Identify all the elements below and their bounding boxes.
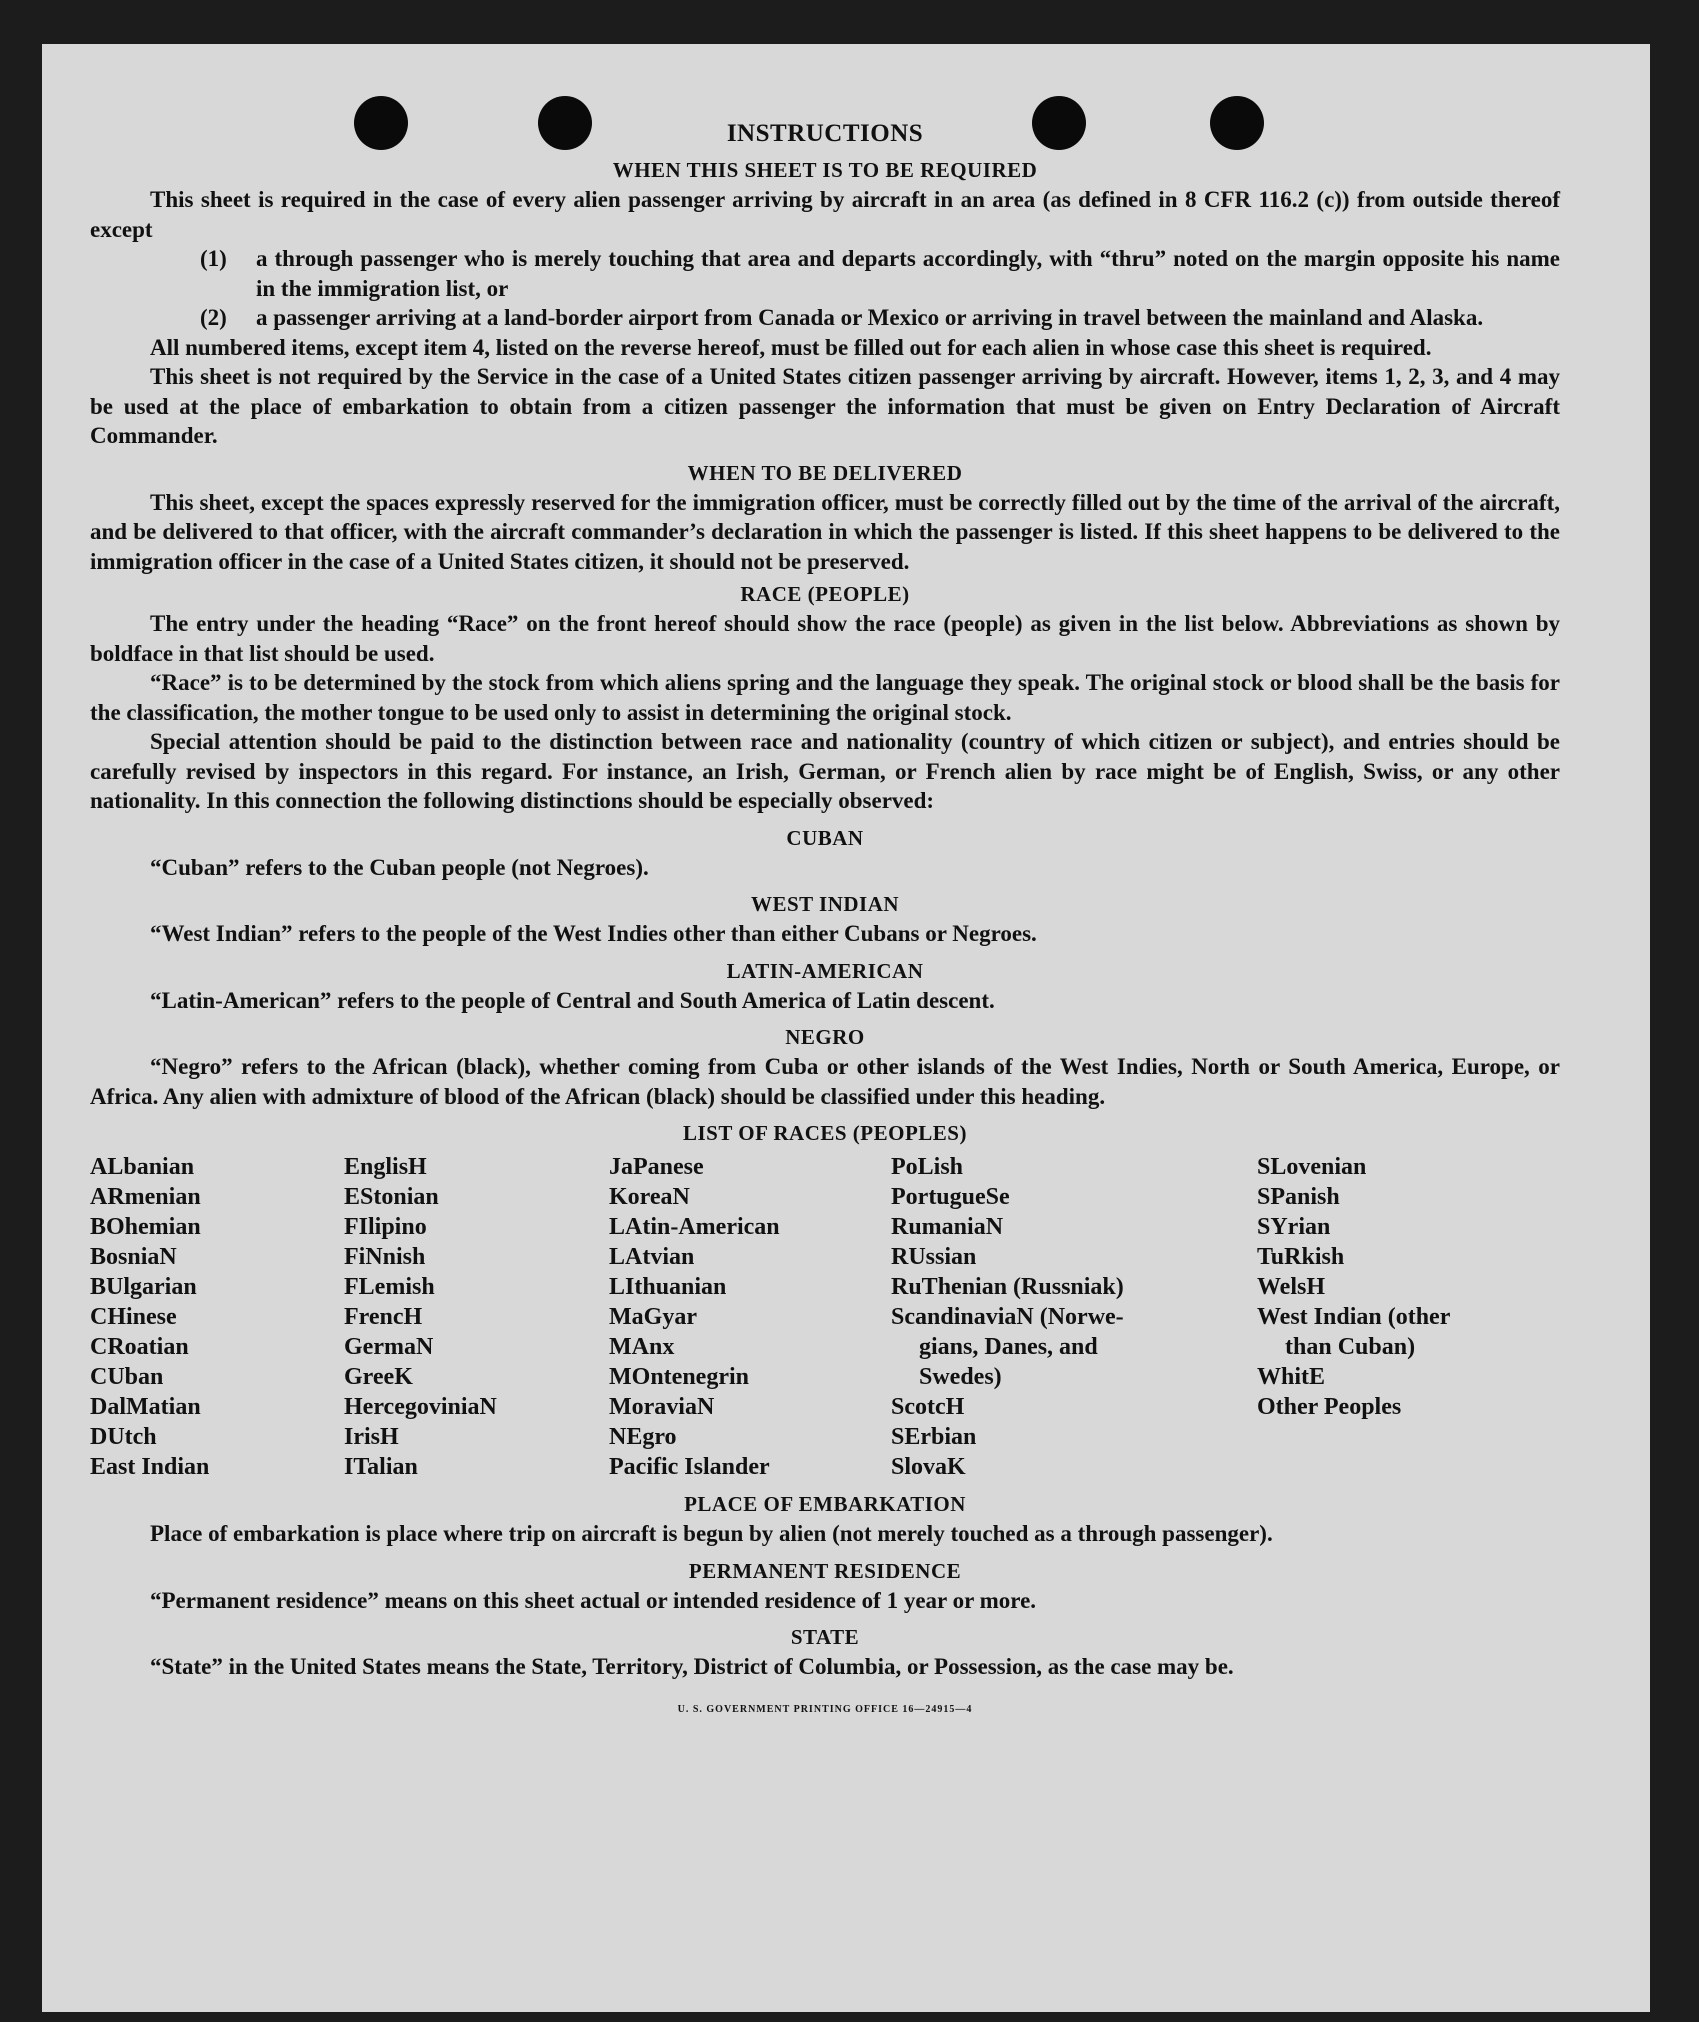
race-column-5: [1257, 1152, 1527, 1482]
race-para-1: The entry under the heading “Race” on the front hereof should show the race (people) as given in the list below. Abbreviations as shown by boldface in that list should be used.: [90, 611, 1560, 666]
race-entry: MOntenegrin: [609, 1364, 749, 1390]
race-entry: RumaniaN: [891, 1214, 1004, 1240]
heading-west-indian: WEST INDIAN: [750, 892, 900, 916]
race-entry: DUtch: [90, 1424, 157, 1450]
race-entry: MAnx: [609, 1334, 675, 1360]
exception-number: (1): [200, 246, 227, 271]
race-entry: ALbanian: [90, 1154, 195, 1180]
exception-number: (2): [200, 305, 227, 330]
race-entry: IrisH: [344, 1424, 399, 1450]
required-intro: This sheet is required in the case of every alien passenger arriving by aircraft in an area (as defined in 8 CFR 116.2 (c)) from outside thereof except: [90, 187, 1560, 242]
exception-item-2: [200, 303, 1560, 333]
race-entry: WhitE: [1257, 1364, 1326, 1390]
west-indian-text: “West Indian” refers to the people of the West Indies other than either Cubans or Negroes.: [150, 921, 1037, 946]
race-entry: ARmenian: [90, 1184, 201, 1210]
delivered-text: This sheet, except the spaces expressly reserved for the immigration officer, must be correctly filled out by the time of the arrival of the aircraft, and be delivered to that officer, with the aircraft commander’s declaration in which the passenger is listed. If this sheet happens to be delivered to the immigration officer in the case of a United States citizen, it should not be preserved.: [90, 489, 1560, 574]
exception-text: a through passenger who is merely touching that area and departs accordingly, with “thru” noted on the margin opposite his name in the immigration list, or: [256, 246, 1560, 301]
required-para-3: This sheet is not required by the Service in the case of a United States citizen passenger arriving by aircraft. However, items 1, 2, 3, and 4 may be used at the place of embarkation to obtain from a citizen passenger the information that must be given on Entry Declaration of Aircraft Commander.: [90, 364, 1560, 448]
race-entry: FiNnish: [344, 1244, 426, 1270]
heading-race: RACE (PEOPLE): [740, 582, 910, 606]
race-entry: LIthuanian: [609, 1274, 727, 1300]
race-entry: FrencH: [344, 1304, 423, 1330]
race-entry: PortugueSe: [891, 1184, 1010, 1210]
race-entry: GermaN: [344, 1334, 434, 1360]
exception-text: a passenger arriving at a land-border airport from Canada or Mexico or arriving in travel between the mainland and Alaska.: [256, 305, 1484, 330]
heading-permanent-residence: PERMANENT RESIDENCE: [688, 1558, 962, 1583]
race-entry: LAtvian: [609, 1244, 695, 1270]
race-entry: Pacific Islander: [609, 1454, 770, 1480]
race-entry-continued: Swedes): [919, 1364, 1002, 1390]
exception-item-1: [200, 244, 1560, 303]
race-entry: FLemish: [344, 1274, 435, 1300]
race-entry: MaGyar: [609, 1304, 697, 1330]
cuban-text: “Cuban” refers to the Cuban people (not Negroes).: [150, 854, 649, 880]
page-title: INSTRUCTIONS: [726, 120, 924, 147]
race-entry: LAtin-American: [609, 1214, 780, 1240]
heading-list-of-races: LIST OF RACES (PEOPLES): [683, 1121, 967, 1145]
heading-place-of-embarkation: PLACE OF EMBARKATION: [684, 1492, 966, 1516]
race-entry: Other Peoples: [1257, 1394, 1402, 1420]
race-entry: ScandinaviaN (Norwe-: [891, 1304, 1124, 1330]
printing-office-footer: U. S. GOVERNMENT PRINTING OFFICE 16—24915—4: [677, 1703, 973, 1715]
race-entry: PoLish: [891, 1154, 964, 1180]
race-entry: SErbian: [891, 1424, 977, 1450]
race-para-3: Special attention should be paid to the distinction between race and nationality (country of which citizen or subject), and entries should be carefully revised by inspectors in this regard. For instance, an Irish, German, or French alien by race might be of English, Swiss, or any other nationality. In this connection the following distinctions should be especially observed:: [90, 729, 1560, 813]
heading-negro: NEGRO: [785, 1025, 865, 1049]
race-entry: BosniaN: [90, 1244, 177, 1270]
race-entry: SYrian: [1257, 1214, 1331, 1240]
required-para-2: All numbered items, except item 4, listed on the reverse hereof, must be filled out for each alien in whose case this sheet is required.: [150, 334, 1432, 360]
race-entry: EnglisH: [344, 1154, 427, 1180]
instructions-content: [90, 78, 1560, 1715]
race-entry: ITalian: [344, 1454, 418, 1480]
race-column-1: [90, 1152, 344, 1482]
race-entry: MoraviaN: [609, 1394, 715, 1420]
heading-cuban: CUBAN: [786, 825, 864, 850]
latin-american-text: “Latin-American” refers to the people of Central and South America of Latin descent.: [150, 987, 995, 1013]
heading-when-delivered: WHEN TO BE DELIVERED: [687, 460, 963, 485]
race-column-2: [344, 1152, 609, 1482]
race-entry: BUlgarian: [90, 1274, 197, 1300]
race-entry: GreeK: [344, 1364, 413, 1390]
race-entry: RuThenian (Russniak): [891, 1274, 1124, 1300]
race-entry: NEgro: [609, 1424, 677, 1450]
race-column-3: [609, 1152, 891, 1482]
race-entry: BOhemian: [90, 1214, 201, 1240]
race-entry: CHinese: [90, 1304, 177, 1330]
race-entry: CRoatian: [90, 1334, 189, 1360]
race-column-4: [891, 1152, 1257, 1482]
heading-latin-american: LATIN-AMERICAN: [726, 958, 924, 983]
race-entry: HercegoviniaN: [344, 1394, 497, 1420]
race-entry: TuRkish: [1257, 1244, 1345, 1270]
race-list: [90, 1152, 1560, 1482]
race-entry: JaPanese: [609, 1154, 704, 1180]
negro-text: “Negro” refers to the African (black), whether coming from Cuba or other islands of the West Indies, North or South America, Europe, or Africa. Any alien with admixture of blood of the African (black) should be classified under this heading.: [90, 1054, 1560, 1109]
race-entry: West Indian (other: [1257, 1304, 1451, 1330]
race-entry: CUban: [90, 1364, 164, 1390]
race-entry: WelsH: [1257, 1274, 1326, 1300]
heading-when-required: WHEN THIS SHEET IS TO BE REQUIRED: [612, 158, 1038, 182]
race-entry: KoreaN: [609, 1184, 690, 1210]
race-entry: East Indian: [90, 1454, 210, 1480]
race-entry: SlovaK: [891, 1454, 966, 1480]
state-text: “State” in the United States means the State, Territory, District of Columbia, or Possession, as the case may be.: [150, 1654, 1234, 1679]
race-entry: EStonian: [344, 1184, 439, 1210]
race-entry-continued: than Cuban): [1285, 1334, 1416, 1360]
race-entry: RUssian: [891, 1244, 977, 1270]
race-entry: FIlipino: [344, 1214, 427, 1240]
race-entry-continued: gians, Danes, and: [919, 1334, 1098, 1360]
race-entry: DalMatian: [90, 1394, 201, 1420]
embarkation-text: Place of embarkation is place where trip on aircraft is begun by alien (not merely touched as a through passenger).: [150, 1521, 1273, 1546]
race-entry: SLovenian: [1257, 1154, 1367, 1180]
race-entry: ScotcH: [891, 1394, 965, 1420]
heading-state: STATE: [790, 1625, 860, 1649]
race-para-2: “Race” is to be determined by the stock from which aliens spring and the language they speak. The original stock or blood shall be the basis for the classification, the mother tongue to be used only to assist in determining the original stock.: [90, 670, 1560, 725]
race-entry: SPanish: [1257, 1184, 1340, 1210]
residence-text: “Permanent residence” means on this sheet actual or intended residence of 1 year or more.: [150, 1587, 1037, 1613]
